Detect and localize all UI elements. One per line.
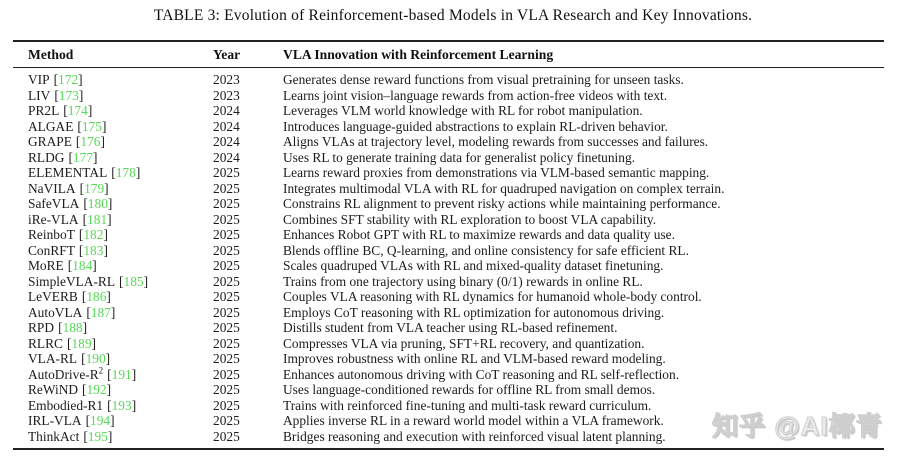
citation-number[interactable]: 191 <box>111 366 132 382</box>
method-cell <box>13 196 213 212</box>
year-cell: 2025 <box>213 227 240 242</box>
method-name: VLA-RL <box>28 351 78 366</box>
citation-number[interactable]: 179 <box>84 180 105 196</box>
citation-bracket-close: ] <box>105 351 111 366</box>
method-name: SimpleVLA-RL <box>28 273 116 289</box>
year-cell: 2024 <box>213 134 240 149</box>
table-caption: TABLE 3: Evolution of Reinforcement-based Models in VLA Research and Key Innovations. <box>153 7 753 24</box>
citation-number[interactable]: 184 <box>72 258 93 273</box>
innovation-cell: Scales quadruped VLAs with RL and mixed-quality dataset finetuning. <box>283 258 664 273</box>
citation-bracket-open: [ <box>79 180 85 196</box>
year-cell: 2025 <box>213 320 240 335</box>
citation-number[interactable]: 183 <box>83 242 104 258</box>
year-cell: 2025 <box>213 180 240 196</box>
citation-bracket-open: [ <box>63 103 68 118</box>
year-cell: 2025 <box>213 351 240 366</box>
citation-bracket-close: ] <box>135 165 141 180</box>
innovation-cell: Uses RL to generate training data for generalist policy finetuning. <box>283 149 636 165</box>
citation-bracket-close: ] <box>143 273 149 289</box>
method-cell <box>13 398 213 414</box>
citation-number[interactable]: 174 <box>67 103 88 118</box>
year-cell: 2025 <box>213 196 240 211</box>
year-cell: 2025 <box>213 289 240 304</box>
citation-number[interactable]: 189 <box>71 335 92 351</box>
citation-bracket-close: ] <box>110 413 115 428</box>
citation-bracket-open: [ <box>107 397 112 413</box>
table-row <box>13 243 884 259</box>
method-name: Embodied-R1 <box>28 397 104 413</box>
method-name: ELEMENTAL <box>28 165 108 180</box>
citation-number[interactable]: 187 <box>90 304 111 320</box>
citation-bracket-close: ] <box>104 180 109 196</box>
innovation-cell: Enhances Robot GPT with RL to maximize rewards and data quality use. <box>283 227 675 242</box>
method-cell <box>13 88 213 104</box>
year-cell: 2024 <box>213 103 240 118</box>
year-cell: 2025 <box>213 366 240 382</box>
citation-number[interactable]: 173 <box>58 87 79 103</box>
table-header-row <box>13 41 884 68</box>
year-cell: 2024 <box>213 149 240 165</box>
year-cell: 2025 <box>213 428 240 444</box>
innovation-cell: Aligns VLAs at trajectory level, modeling rewards from successes and failures. <box>283 134 709 149</box>
table-row <box>13 382 884 398</box>
citation-number[interactable]: 182 <box>83 227 104 242</box>
method-name: VIP <box>28 72 50 87</box>
method-name: ALGAE <box>28 118 74 134</box>
citation-bracket-close: ] <box>107 211 112 227</box>
year-cell: 2025 <box>213 397 240 413</box>
method-cell <box>13 413 213 429</box>
citation-bracket-close: ] <box>101 118 107 134</box>
table-row <box>13 305 884 321</box>
citation-bracket-close: ] <box>78 87 84 103</box>
innovation-cell: Learns joint vision–language rewards from action-free videos with text. <box>283 87 668 103</box>
zhihu-watermark: 知乎 @AI椰青 <box>712 411 883 441</box>
year-cell: 2024 <box>213 118 240 134</box>
citation-bracket-close: ] <box>106 382 112 397</box>
method-name: LeVERB <box>28 289 78 304</box>
table-row <box>13 320 884 336</box>
citation-number[interactable]: 178 <box>115 165 136 180</box>
method-cell <box>13 68 213 88</box>
citation-bracket-open: [ <box>85 413 91 428</box>
table-row <box>13 103 884 119</box>
year-cell: 2025 <box>213 211 240 227</box>
citation-number[interactable]: 176 <box>80 134 101 149</box>
table-row <box>13 367 884 383</box>
method-name: PR2L <box>28 103 60 118</box>
citation-number[interactable]: 177 <box>72 149 94 165</box>
citation-number[interactable]: 190 <box>85 351 106 366</box>
method-name: MoRE <box>28 258 64 273</box>
year-cell: 2025 <box>213 304 240 320</box>
method-cell <box>13 212 213 228</box>
year-cell: 2025 <box>213 382 240 397</box>
method-cell <box>13 305 213 321</box>
citation-bracket-open: [ <box>81 289 87 304</box>
citation-bracket-close: ] <box>78 72 83 87</box>
citation-bracket-open: [ <box>107 366 112 382</box>
table-row <box>13 351 884 367</box>
innovation-cell: Improves robustness with online RL and VLM-based reward modeling. <box>283 351 666 366</box>
method-name: ThinkAct <box>28 428 80 444</box>
citation-number[interactable]: 172 <box>58 72 79 87</box>
citation-bracket-close: ] <box>93 149 98 165</box>
citation-bracket-close: ] <box>103 242 108 258</box>
method-cell <box>13 227 213 243</box>
year-cell: 2025 <box>213 242 240 258</box>
method-name: RLRC <box>28 335 63 351</box>
method-cell <box>13 274 213 290</box>
innovation-cell: Applies inverse RL in a reward world model within a VLA framework. <box>283 413 664 428</box>
year-cell: 2025 <box>213 335 240 351</box>
method-cell <box>13 134 213 150</box>
citation-bracket-open: [ <box>86 304 91 320</box>
citation-bracket-open: [ <box>83 196 88 211</box>
table-row <box>13 212 884 228</box>
citation-number[interactable]: 175 <box>81 118 102 134</box>
method-cell <box>13 351 213 367</box>
method-name: RPD <box>28 320 55 335</box>
method-cell <box>13 103 213 119</box>
innovation-cell: Combines SFT stability with RL exploration to boost VLA capability. <box>283 211 657 227</box>
method-cell <box>13 289 213 305</box>
table-row <box>13 274 884 290</box>
citation-number[interactable]: 186 <box>86 289 107 304</box>
models-table <box>13 40 884 450</box>
method-name: ReWiND <box>28 382 79 397</box>
method-cell <box>13 336 213 352</box>
innovation-cell: Blends offline BC, Q-learning, and online consistency for safe efficient RL. <box>283 242 689 258</box>
citation-bracket-close: ] <box>92 258 97 273</box>
citation-bracket-open: [ <box>54 87 59 103</box>
table-row <box>13 336 884 352</box>
citation-bracket-open: [ <box>82 382 87 397</box>
table-row <box>13 258 884 274</box>
year-cell: 2025 <box>213 273 240 289</box>
citation-number[interactable]: 195 <box>87 428 108 444</box>
method-name: AutoDrive-R <box>28 366 99 382</box>
table-row <box>13 413 884 429</box>
citation-bracket-close: ] <box>91 335 97 351</box>
innovation-cell: Uses language-conditioned rewards for offline RL from small demos. <box>283 382 656 397</box>
method-cell <box>13 320 213 336</box>
table-row <box>13 119 884 135</box>
column-header-innovation: VLA Innovation with Reinforcement Learning <box>283 41 884 68</box>
table-row <box>13 227 884 243</box>
table-row <box>13 289 884 305</box>
innovation-cell: Distills student from VLA teacher using RL-based refinement. <box>283 320 618 335</box>
citation-bracket-open: [ <box>81 351 86 366</box>
method-name: SafeVLA <box>28 196 80 211</box>
innovation-cell: Generates dense reward functions from visual pretraining for unseen tasks. <box>283 72 684 87</box>
citation-number[interactable]: 185 <box>123 273 144 289</box>
citation-bracket-close: ] <box>100 134 105 149</box>
citation-bracket-close: ] <box>106 289 111 304</box>
citation-bracket-open: [ <box>78 227 84 242</box>
method-cell <box>13 367 213 383</box>
table-row <box>13 429 884 450</box>
citation-bracket-close: ] <box>131 366 137 382</box>
citation-bracket-close: ] <box>107 196 113 211</box>
method-superscript: 2 <box>98 366 104 376</box>
method-name: GRAPE <box>28 134 72 149</box>
innovation-cell: Compresses VLA via pruning, SFT+RL recovery, and quantization. <box>283 335 645 351</box>
year-cell: 2025 <box>213 258 240 273</box>
method-name: ReinboT <box>28 227 75 242</box>
citation-bracket-close: ] <box>103 227 108 242</box>
innovation-cell: Trains with reinforced fine-tuning and multi-task reward curriculum. <box>283 397 652 413</box>
citation-number[interactable]: 192 <box>86 382 107 397</box>
innovation-cell: Couples VLA reasoning with RL dynamics for humanoid whole-body control. <box>283 289 702 304</box>
method-name: iRe-VLA <box>28 211 79 227</box>
citation-bracket-open: [ <box>78 242 84 258</box>
method-cell <box>13 119 213 135</box>
method-name: RLDG <box>28 149 65 165</box>
citation-bracket-open: [ <box>77 118 82 134</box>
citation-bracket-close: ] <box>107 428 113 444</box>
citation-number[interactable]: 194 <box>90 413 111 428</box>
citation-bracket-open: [ <box>53 72 59 87</box>
column-header-method: Method <box>13 41 213 68</box>
citation-bracket-open: [ <box>111 165 116 180</box>
method-cell <box>13 429 213 450</box>
column-header-year: Year <box>213 41 283 68</box>
citation-number[interactable]: 181 <box>87 211 108 227</box>
innovation-cell: Leverages VLM world knowledge with RL for robot manipulation. <box>283 103 643 118</box>
innovation-cell: Constrains RL alignment to prevent risky actions while maintaining performance. <box>283 196 721 211</box>
citation-bracket-close: ] <box>110 304 116 320</box>
method-name: LIV <box>28 87 51 103</box>
citation-bracket-close: ] <box>131 397 137 413</box>
innovation-cell: Bridges reasoning and execution with reinforced visual latent planning. <box>283 428 666 444</box>
innovation-cell: Enhances autonomous driving with CoT reasoning and RL self-reflection. <box>283 366 680 382</box>
citation-bracket-open: [ <box>58 320 63 335</box>
citation-bracket-open: [ <box>66 335 72 351</box>
table-row <box>13 68 884 88</box>
method-name: IRL-VLA <box>28 413 82 428</box>
year-cell: 2023 <box>213 72 240 87</box>
citation-bracket-open: [ <box>68 149 73 165</box>
citation-bracket-close: ] <box>82 320 88 335</box>
method-cell <box>13 150 213 166</box>
method-cell <box>13 243 213 259</box>
innovation-cell: Learns reward proxies from demonstrations via VLM-based semantic mapping. <box>283 165 710 180</box>
citation-bracket-open: [ <box>75 134 81 149</box>
citation-bracket-open: [ <box>67 258 73 273</box>
innovation-cell: Trains from one trajectory using binary (0/1) rewards in online RL. <box>283 273 643 289</box>
citation-number[interactable]: 193 <box>111 397 132 413</box>
table-row <box>13 88 884 104</box>
table-row <box>13 398 884 414</box>
citation-bracket-open: [ <box>82 211 88 227</box>
method-cell <box>13 181 213 197</box>
citation-number[interactable]: 188 <box>62 320 83 335</box>
citation-bracket-open: [ <box>119 273 124 289</box>
citation-bracket-open: [ <box>83 428 88 444</box>
method-cell <box>13 382 213 398</box>
method-cell <box>13 165 213 181</box>
innovation-cell: Employs CoT reasoning with RL optimization for autonomous driving. <box>283 304 665 320</box>
table-row <box>13 181 884 197</box>
method-name: ConRFT <box>28 242 75 258</box>
innovation-cell: Integrates multimodal VLA with RL for quadruped navigation on complex terrain. <box>283 180 725 196</box>
citation-number[interactable]: 180 <box>87 196 108 211</box>
method-cell <box>13 258 213 274</box>
citation-bracket-close: ] <box>87 103 93 118</box>
table-row <box>13 134 884 150</box>
table-row <box>13 150 884 166</box>
innovation-cell: Introduces language-guided abstractions to explain RL-driven behavior. <box>283 118 668 134</box>
year-cell: 2025 <box>213 165 240 180</box>
table-row <box>13 196 884 212</box>
year-cell: 2023 <box>213 87 240 103</box>
table-row <box>13 165 884 181</box>
method-name: NaVILA <box>28 180 76 196</box>
method-name: AutoVLA <box>28 304 83 320</box>
year-cell: 2025 <box>213 413 240 428</box>
